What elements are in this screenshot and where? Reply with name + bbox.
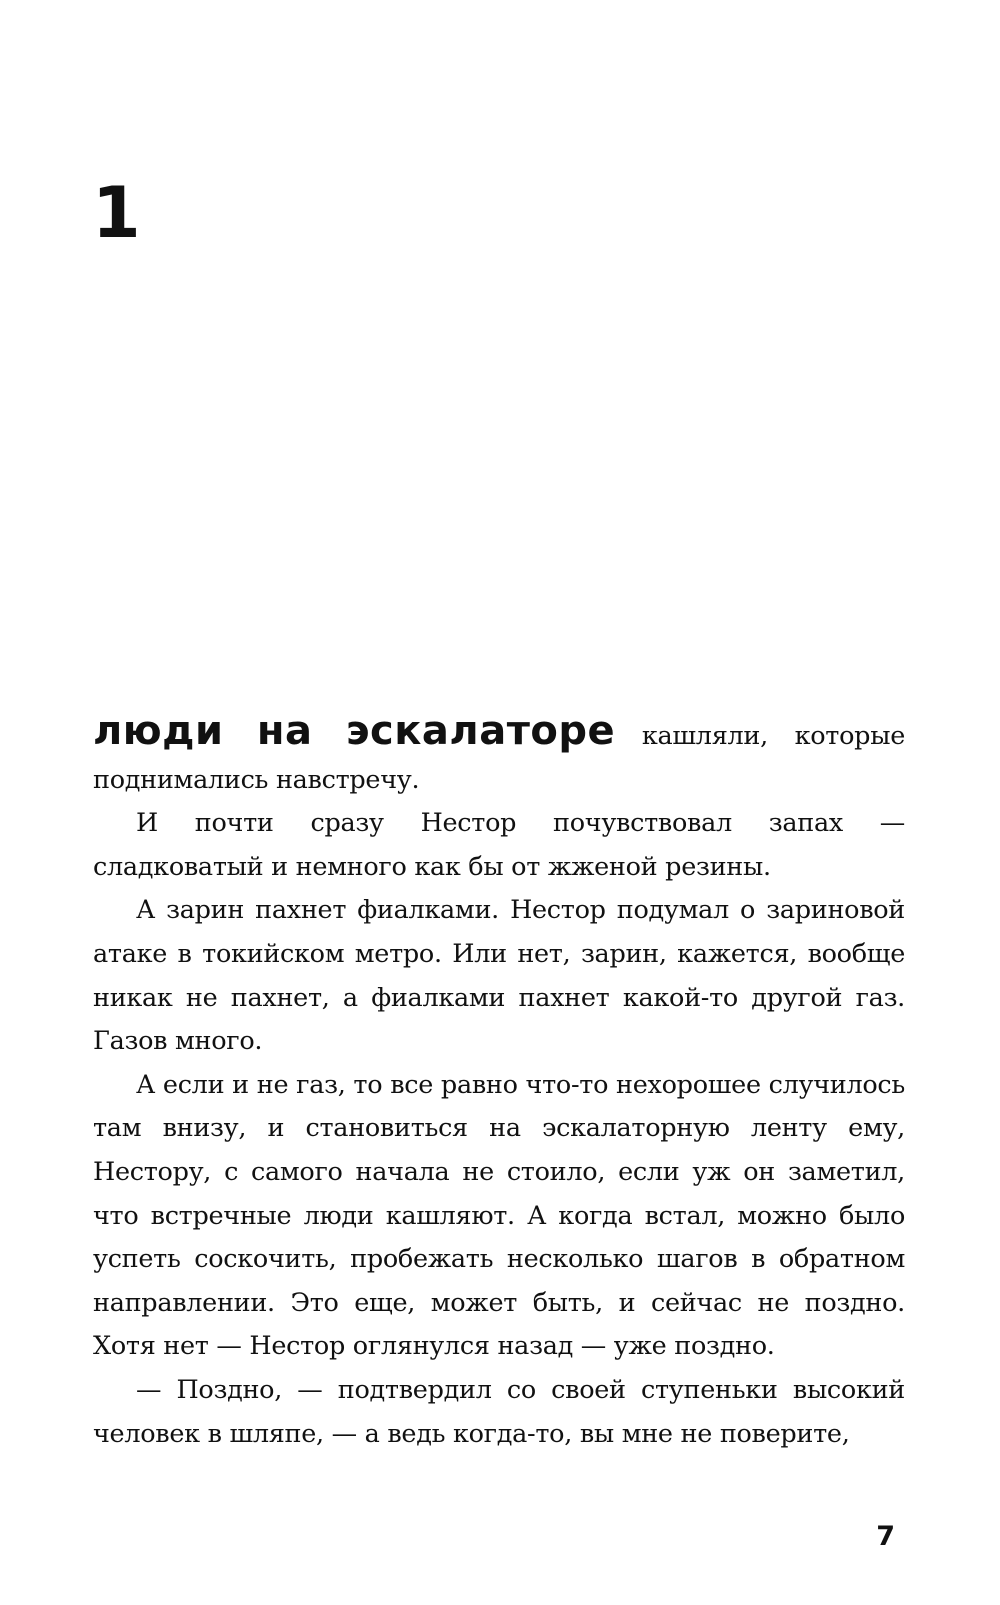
lead-in-text: люди на эскалаторе (93, 708, 616, 754)
paragraph: — Поздно, — подтвердил со своей ступеньки высокий человек в шляпе, — а ведь когда-то, вы мне не поверите, (93, 1374, 905, 1449)
body-text (93, 710, 905, 1456)
paragraph: А если и не газ, то все равно что-то нехорошее случилось там внизу, и становиться на эскалаторную ленту ему, Нестору, с самого начала не стоило, если уж он заметил, что встречные люди кашляют. А когда встал, можно было успеть соскочить, пробежать несколько шагов в обратном направлении. Это еще, может быть, и сейчас не поздно. Хотя нет — Нестор оглянулся назад — уже поздно. (93, 1069, 905, 1362)
chapter-number: 1 (92, 172, 141, 254)
paragraph-first-text: кашляли, которые поднимались навстречу. (93, 721, 905, 795)
paragraph: И почти сразу Нестор почувствовал запах — сладковатый и немного как бы от жженой резины. (93, 808, 905, 882)
paragraph-first (93, 710, 905, 802)
paragraph: А зарин пахнет фиалками. Нестор подумал о зариновой атаке в токийском метро. Или нет, зарин, кажется, вообще никак не пахнет, а фиалками пахнет какой-то другой газ. Газов много. (93, 895, 905, 1057)
page-number: 7 (876, 1521, 895, 1552)
